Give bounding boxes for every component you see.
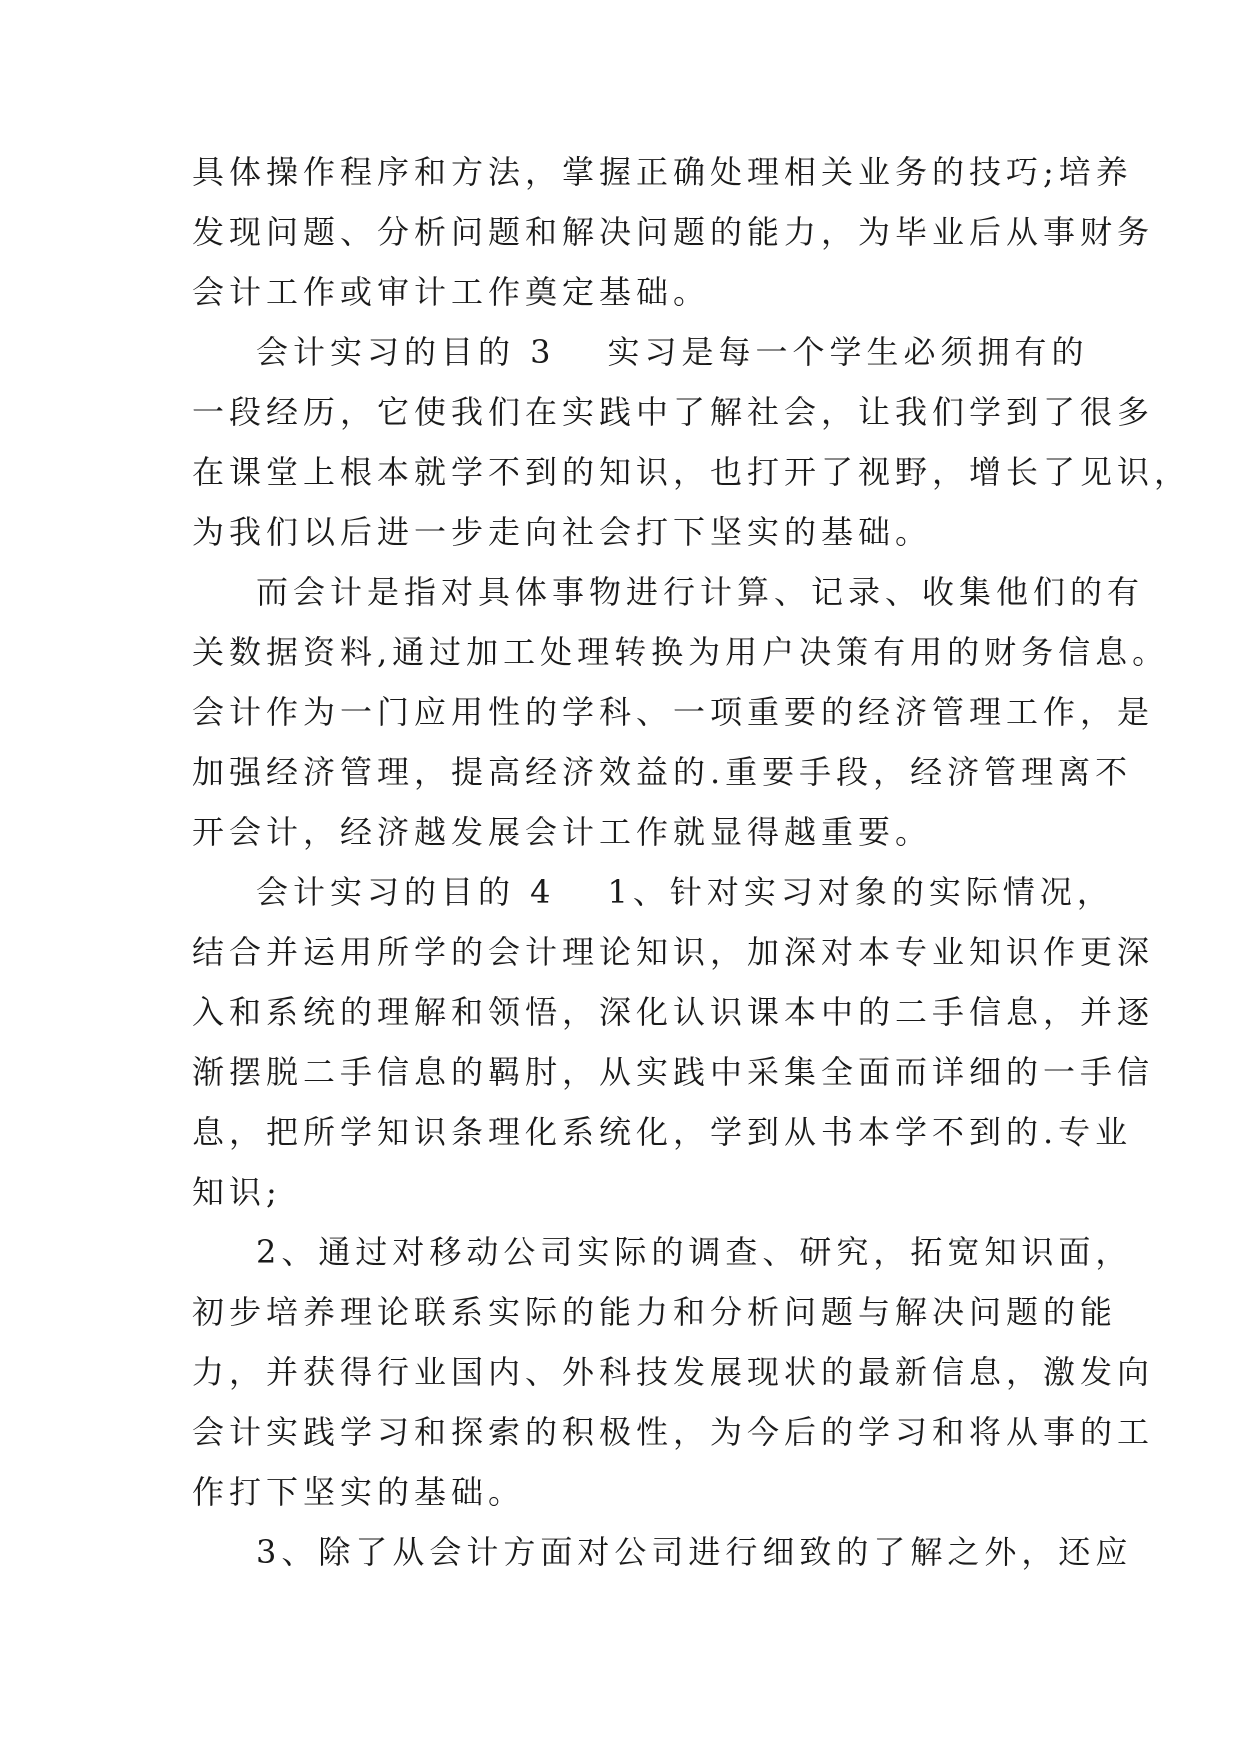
section-heading: 会计实习的目的 4 xyxy=(256,873,556,911)
text-line: 2、通过对移动公司实际的调查、研究，拓宽知识面， xyxy=(256,1233,1133,1271)
text-line: 为我们以后进一步走向社会打下坚实的基础。 xyxy=(192,513,933,551)
text-line: 3、除了从会计方面对公司进行细致的了解之外，还应 xyxy=(256,1533,1133,1571)
text-line: 1、针对实习对象的实际情况， xyxy=(607,873,1114,911)
text-line: 结合并运用所学的会计理论知识，加深对本专业知识作更深 xyxy=(192,933,1155,971)
text-line: 渐摆脱二手信息的羁肘，从实践中采集全面而详细的一手信 xyxy=(192,1053,1155,1091)
section-heading-line xyxy=(192,322,1089,382)
text-line: 入和系统的理解和领悟，深化认识课本中的二手信息，并逐 xyxy=(192,993,1155,1031)
text-line: 具体操作程序和方法，掌握正确处理相关业务的技巧;培养 xyxy=(192,153,1133,191)
text-line: 会计作为一门应用性的学科、一项重要的经济管理工作，是 xyxy=(192,693,1155,731)
document-body xyxy=(192,142,1192,1582)
text-line: 实习是每一个学生必须拥有的 xyxy=(607,333,1089,371)
text-line: 息，把所学知识条理化系统化，学到从书本学不到的.专业 xyxy=(192,1113,1133,1151)
text-line: 加强经济管理，提高经济效益的.重要手段，经济管理离不 xyxy=(192,753,1133,791)
text-line: 开会计，经济越发展会计工作就显得越重要。 xyxy=(192,813,933,851)
text-line: 在课堂上根本就学不到的知识，也打开了视野，增长了见识， xyxy=(192,453,1192,491)
text-line: 会计工作或审计工作奠定基础。 xyxy=(192,273,711,311)
text-line: 发现问题、分析问题和解决问题的能力，为毕业后从事财务 xyxy=(192,213,1155,251)
text-line: 知识; xyxy=(192,1173,282,1211)
section-heading: 会计实习的目的 3 xyxy=(256,333,556,371)
text-line: 作打下坚实的基础。 xyxy=(192,1473,526,1511)
text-line: 会计实践学习和探索的积极性，为今后的学习和将从事的工 xyxy=(192,1413,1155,1451)
text-line: 而会计是指对具体事物进行计算、记录、收集他们的有 xyxy=(256,573,1145,611)
text-line: 初步培养理论联系实际的能力和分析问题与解决问题的能 xyxy=(192,1293,1118,1331)
text-line: 关数据资料,通过加工处理转换为用户决策有用的财务信息。 xyxy=(192,633,1170,671)
text-line: 力，并获得行业国内、外科技发展现状的最新信息，激发向 xyxy=(192,1353,1155,1391)
text-line: 一段经历，它使我们在实践中了解社会，让我们学到了很多 xyxy=(192,393,1155,431)
section-heading-line xyxy=(192,862,1114,922)
